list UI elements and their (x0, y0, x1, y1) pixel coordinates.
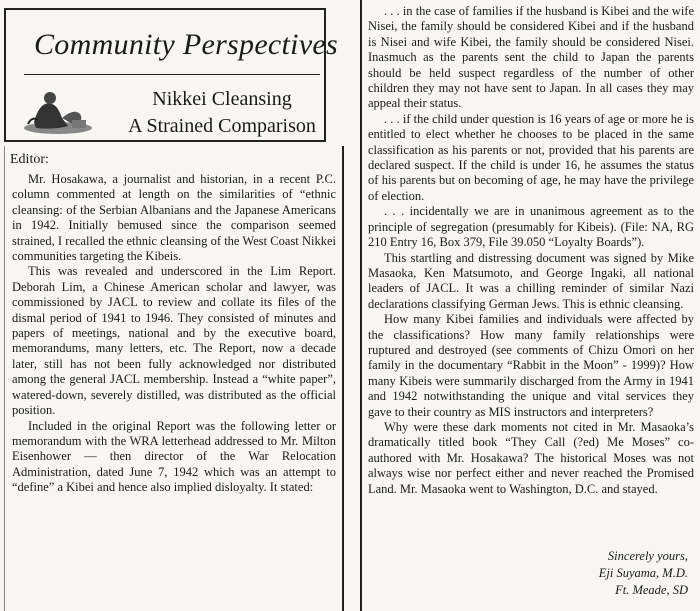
subtitle-line-2: A Strained Comparison (128, 115, 316, 137)
column-title: Community Perspectives (34, 28, 339, 61)
signature-block (488, 548, 688, 599)
signature-location: Ft. Meade, SD (615, 583, 688, 597)
quoted-paragraph: . . . incidentally we are in unanimous agreement as to the principle of segregation (presumably for Kibeis). (File: NA, RG 210 Entry 16, Box 379, File 39.050 “Loyalty Boards”). (368, 204, 694, 250)
paragraph: How many Kibei families and individuals were affected by the classifications? How many family relationships were ruptured and destroyed (see comments of Chizu Omori on her family in the documentary “Rabbit in the Moon” - 1999)? How many Kibeis were summarily discharged from the Army in 1941 and 1942 notwithstanding the unique and vital services they gave to their country as MIS instructors and interpreters? (368, 312, 694, 419)
paragraph: This was revealed and underscored in the Lim Report. Deborah Lim, a Chinese American scholar and lawyer, was commissioned by JACL to review and collate its files of the dismal period of 1941 to 1946. They consisted of minutes and papers of meetings, national and by the executive board, memorandums, many letters, etc. The Report, now a decade later, still has not been fully acknowledged nor distributed among the general JACL membership. Instead a “white paper”, watered-down, severely distilled, was distributed as the official position. (12, 264, 336, 418)
signature-closing: Sincerely yours, (607, 549, 688, 563)
paragraph: Included in the original Report was the following letter or memorandum with the WRA letterhead addressed to Mr. Milton Eisenhower — then director of the War Relocation Administration, dated June 7, 1942 which was an attempt to “define” a Kibei and hence also implied disloyalty. It stated: (12, 418, 336, 495)
column-subtitle (122, 86, 322, 140)
paragraph: Mr. Hosakawa, a journalist and historian, in a recent P.C. column commented at length on the similarities of “ethnic cleansing: of the Serbian Albanians and the Japanese Americans in 1942. Initially bemused since the comparison seemed strained, I recalled the ethnic cleansing of the West Coast Nikkei communities targeting the Kibeis. (12, 172, 336, 264)
figure-illustration-icon (18, 78, 98, 138)
quoted-paragraph: . . . if the child under question is 16 years of age or more he is entitled to elect whether he chooses to be placed in the same classification as his parents or not, provided that his parents are declared suspect. If the child is under 16, he assumes the status of his parents but on becoming of age, he may have the privilege of election. (368, 111, 694, 203)
subtitle-line-1: Nikkei Cleansing (152, 88, 292, 110)
letter-right-text (368, 4, 694, 497)
paragraph: Why were these dark moments not cited in Mr. Masaoka’s dramatically titled book “They Call (?ed) Me Moses” co-authored with Mr. Hosakawa? The historical Moses was not always wise nor perfect either and never reached the Promised Land. Mr. Masaoka went to Washington, D.C. and stayed. (368, 419, 694, 496)
column-header-box (4, 8, 339, 142)
paragraph: This startling and distressing document was signed by Mike Masaoka, Ken Matsumoto, and George Ingaki, all national leaders of JACL. It was a chilling reminder of similar Nazi declarations classifying German Jews. This is ethnic cleansing. (368, 250, 694, 311)
quoted-paragraph: . . . in the case of families if the husband is Kibei and the wife Nisei, the family should be considered Kibei and if the husband is Nisei and wife Kibei, the family should be considered Nisei. Inasmuch as the parents sent the child to Japan the parents should be held suspect regardless of the number of other children they may not have sent to Japan. In all cases they may appeal their status. (368, 4, 694, 111)
salutation: Editor: (10, 152, 49, 167)
header-divider (24, 74, 320, 75)
letter-left-text (12, 172, 336, 496)
signature-name: Eji Suyama, M.D. (598, 566, 688, 580)
